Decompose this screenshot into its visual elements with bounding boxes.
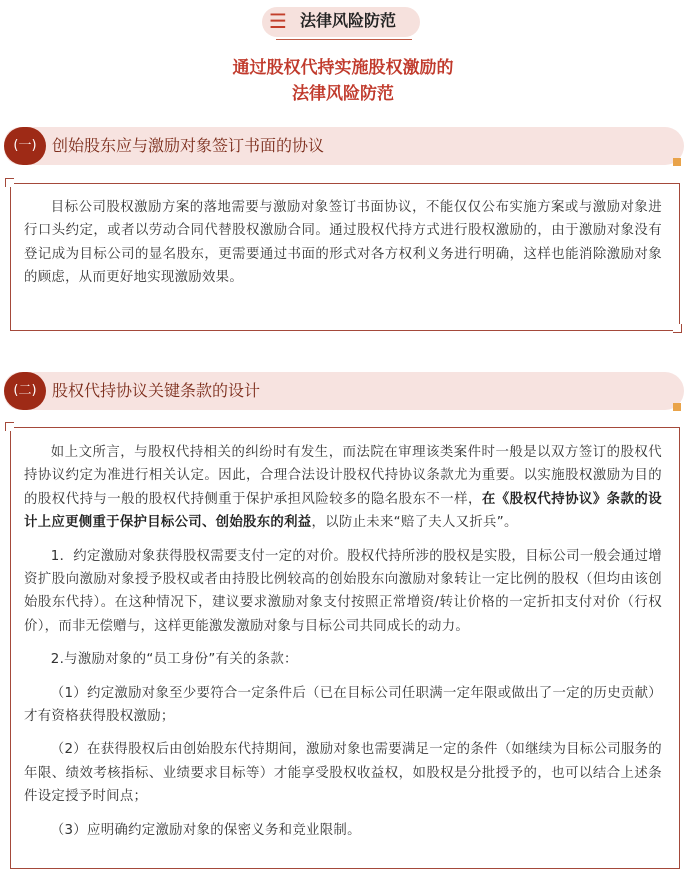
section2-item1: 1．约定激励对象获得股权需要支付一定的对价。股权代持所涉的股权是实股，目标公司一般会通过增资扩股向激励对象授予股权或者由持股比例较高的创始股东向激励对象转让一定比例的股权（但均由该创始股东代持）。在这种情况下，建议要求激励对象支付按照正常增资/转让价格的一定折扣支付对价（行权价），而非无偿赠与，这样更能激发激励对象与目标公司共同成长的动力。 bbox=[24, 548, 662, 634]
section2-body bbox=[24, 441, 662, 842]
section2-intro-bold: 在《股权代持协议》条款的设计上应更侧重于保护目标公司、创始股东的利益 bbox=[24, 491, 662, 531]
header-title: 法律风险防范 bbox=[300, 11, 397, 30]
header-underline bbox=[276, 39, 412, 40]
section1-corner-tl bbox=[5, 178, 14, 187]
section1-badge: (一) bbox=[4, 127, 46, 165]
section2-badge: (二) bbox=[4, 372, 46, 410]
section1-body bbox=[24, 196, 662, 290]
section2-intro-b: ，以防止未来“赔了夫人又折兵”。 bbox=[311, 515, 518, 531]
section2-item2: 2.与激励对象的“员工身份”有关的条款： bbox=[50, 652, 298, 668]
menu-icon: ☰ bbox=[269, 9, 287, 33]
section1-accent-dot bbox=[673, 158, 681, 166]
section1-title: 创始股东应与激励对象签订书面的协议 bbox=[52, 136, 325, 155]
section2-intro-a: 如上文所言，与股权代持相关的纠纷时有发生，而法院在审理该类案件时一般是以双方签订的股权代持协议约定为准进行相关认定。因此，合理合法设计股权代持协议条款尤为重要。以实施股权激励为目的的股权代持与一般的股权代持侧重于保护承担风险较多的隐名股东不一样， bbox=[24, 445, 662, 507]
main-title-line2: 法律风险防范 bbox=[292, 84, 394, 104]
section1-paragraph: 目标公司股权激励方案的落地需要与激励对象签订书面协议，不能仅仅公布实施方案或与激励对象进行口头约定，或者以劳动合同代替股权激励合同。通过股权代持方式进行股权激励的，由于激励对象没有登记成为目标公司的显名股东，更需要通过书面的形式对各方权利义务进行明确，这样也能消除激励对象的顾虑，从而更好地实现激励效果。 bbox=[24, 200, 662, 286]
section2-accent-dot bbox=[673, 403, 681, 411]
section2-item2-3: （3）应明确约定激励对象的保密义务和竞业限制。 bbox=[50, 822, 361, 838]
section2-item2-2: （2）在获得股权后由创始股东代持期间，激励对象也需要满足一定的条件（如继续为目标公司服务的年限、绩效考核指标、业绩要求目标等）才能享受股权收益权，如股权是分批授予的，也可以结合上述条件设定授予时间点； bbox=[24, 742, 662, 805]
section2-corner-tl bbox=[5, 422, 14, 431]
section1-corner-br bbox=[673, 324, 682, 333]
section2-intro bbox=[24, 441, 662, 535]
section2-item2-1: （1）约定激励对象至少要符合一定条件后（已在目标公司任职满一定年限或做出了一定的历史贡献）才有资格获得股权激励； bbox=[24, 685, 662, 725]
main-title-line1: 通过股权代持实施股权激励的 bbox=[232, 58, 454, 78]
section2-title: 股权代持协议关键条款的设计 bbox=[52, 381, 261, 400]
